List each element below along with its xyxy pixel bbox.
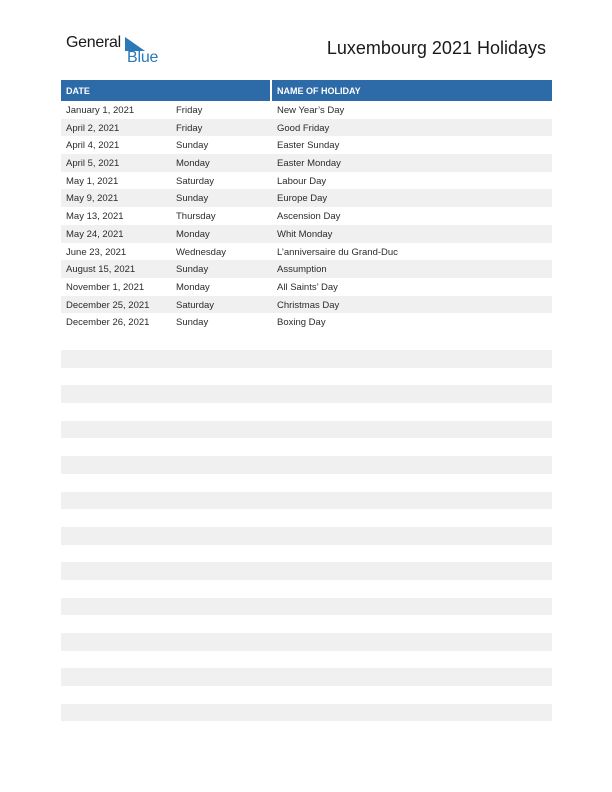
row-date: December 26, 2021 bbox=[66, 317, 150, 329]
empty-row bbox=[61, 562, 552, 580]
table-row bbox=[61, 243, 552, 261]
row-weekday: Sunday bbox=[176, 193, 209, 205]
table-row bbox=[61, 225, 552, 243]
empty-row bbox=[61, 350, 552, 368]
row-date: April 2, 2021 bbox=[66, 122, 120, 134]
empty-row bbox=[61, 686, 552, 704]
empty-row bbox=[61, 421, 552, 439]
empty-row bbox=[61, 598, 552, 616]
row-holiday-name: Christmas Day bbox=[277, 299, 340, 311]
row-weekday: Saturday bbox=[176, 299, 215, 311]
holidays-table bbox=[61, 80, 552, 331]
table-row bbox=[61, 278, 552, 296]
table-row bbox=[61, 101, 552, 119]
row-weekday: Wednesday bbox=[176, 246, 226, 258]
table-row bbox=[61, 296, 552, 314]
table-row bbox=[61, 119, 552, 137]
row-holiday-name: Assumption bbox=[277, 264, 327, 276]
row-holiday-name: Easter Sunday bbox=[277, 140, 340, 152]
row-holiday-name: Easter Monday bbox=[277, 158, 341, 170]
empty-row bbox=[61, 615, 552, 633]
table-row bbox=[61, 172, 552, 190]
row-date: May 9, 2021 bbox=[66, 193, 119, 205]
row-holiday-name: Whit Monday bbox=[277, 228, 333, 240]
table-row bbox=[61, 136, 552, 154]
row-weekday: Monday bbox=[176, 158, 210, 170]
empty-row bbox=[61, 385, 552, 403]
row-date: April 4, 2021 bbox=[66, 140, 120, 152]
row-date: May 13, 2021 bbox=[66, 211, 124, 223]
row-weekday: Friday bbox=[176, 122, 203, 134]
empty-row bbox=[61, 474, 552, 492]
row-date: August 15, 2021 bbox=[66, 264, 136, 276]
row-holiday-name: Labour Day bbox=[277, 175, 327, 187]
empty-row bbox=[61, 651, 552, 669]
logo-text-general: General bbox=[66, 34, 121, 51]
empty-row bbox=[61, 704, 552, 722]
row-date: January 1, 2021 bbox=[66, 105, 135, 116]
row-weekday: Saturday bbox=[176, 175, 215, 187]
empty-row bbox=[61, 580, 552, 598]
row-weekday: Monday bbox=[176, 281, 210, 293]
row-holiday-name: Good Friday bbox=[277, 122, 330, 134]
row-date: May 1, 2021 bbox=[66, 175, 119, 187]
row-weekday: Sunday bbox=[176, 264, 209, 276]
header-holiday-name: NAME OF HOLIDAY bbox=[277, 86, 361, 96]
table-header bbox=[61, 80, 552, 101]
empty-row bbox=[61, 456, 552, 474]
empty-row bbox=[61, 403, 552, 421]
empty-row bbox=[61, 633, 552, 651]
row-weekday: Sunday bbox=[176, 317, 209, 329]
table-row bbox=[61, 154, 552, 172]
row-date: November 1, 2021 bbox=[66, 281, 145, 293]
header-divider bbox=[270, 80, 272, 101]
logo-text-blue: Blue bbox=[127, 49, 159, 66]
row-holiday-name: Boxing Day bbox=[277, 317, 326, 329]
row-date: December 25, 2021 bbox=[66, 299, 150, 311]
empty-row-bands bbox=[61, 350, 552, 721]
row-holiday-name: Europe Day bbox=[277, 193, 328, 205]
row-holiday-name: All Saints’ Day bbox=[277, 281, 338, 293]
table-row bbox=[61, 189, 552, 207]
empty-row bbox=[61, 492, 552, 510]
row-date: June 23, 2021 bbox=[66, 246, 127, 258]
table-body bbox=[61, 101, 552, 331]
page-title: Luxembourg 2021 Holidays bbox=[326, 38, 546, 58]
row-weekday: Thursday bbox=[176, 211, 216, 223]
empty-row bbox=[61, 509, 552, 527]
row-holiday-name: L’anniversaire du Grand-Duc bbox=[277, 246, 398, 258]
table-row bbox=[61, 313, 552, 331]
row-date: April 5, 2021 bbox=[66, 158, 120, 170]
row-weekday: Friday bbox=[176, 105, 203, 116]
row-holiday-name: Ascension Day bbox=[277, 211, 341, 223]
empty-row bbox=[61, 545, 552, 563]
empty-row bbox=[61, 368, 552, 386]
empty-row bbox=[61, 668, 552, 686]
empty-row bbox=[61, 438, 552, 456]
row-holiday-name: New Year’s Day bbox=[277, 105, 345, 116]
generalblue-logo bbox=[66, 34, 159, 68]
table-row bbox=[61, 260, 552, 278]
table-row bbox=[61, 207, 552, 225]
row-weekday: Monday bbox=[176, 228, 210, 240]
empty-row bbox=[61, 527, 552, 545]
row-date: May 24, 2021 bbox=[66, 228, 124, 240]
row-weekday: Sunday bbox=[176, 140, 209, 152]
header-date: DATE bbox=[66, 86, 90, 96]
